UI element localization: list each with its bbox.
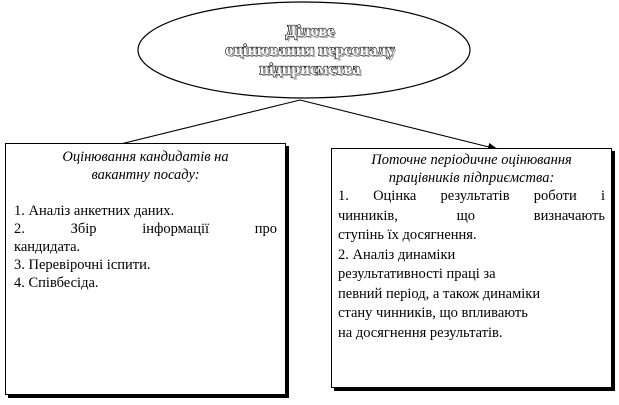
list-item: 4. Співбесіда. xyxy=(14,275,99,291)
list-item: 1. Оцінка результатів роботи і xyxy=(338,188,605,204)
heading-line: вакантну посаду: xyxy=(91,167,200,183)
heading-line: працівників підприємства: xyxy=(388,170,555,186)
heading-line: Поточне періодичне оцінювання xyxy=(371,152,572,168)
heading-line: Оцінювання кандидатів на xyxy=(62,149,229,165)
list-item: ступінь їх досягнення. xyxy=(338,227,477,243)
list-item: 3. Перевірочні іспити. xyxy=(14,257,151,273)
employee-evaluation-box xyxy=(331,148,612,388)
candidate-evaluation-list xyxy=(14,202,277,292)
list-item: певний період, а також динаміки xyxy=(338,285,541,302)
root-title-line: підприємства xyxy=(259,61,361,78)
list-item: кандидата. xyxy=(14,239,81,255)
candidate-evaluation-box xyxy=(5,143,286,395)
root-title-line: Ділове xyxy=(285,23,335,40)
root-title xyxy=(175,22,445,79)
root-title-line: оцінювання персоналу xyxy=(225,42,395,59)
list-item: 1. Аналіз анкетних даних. xyxy=(14,203,175,219)
list-item: чинників, що визначають xyxy=(338,207,605,224)
list-item: результативності праці за xyxy=(338,266,496,282)
list-item: 2. Аналіз динаміки xyxy=(338,246,456,263)
list-item: стану чинників, що впливають xyxy=(338,305,528,321)
arrow-to-right-box xyxy=(300,100,497,149)
arrow-to-left-box xyxy=(100,100,300,149)
employee-evaluation-heading xyxy=(338,151,605,187)
candidate-evaluation-heading xyxy=(14,148,277,184)
list-item: 2. Збір інформації про xyxy=(14,221,277,237)
list-item: на досягнення результатів. xyxy=(338,324,503,341)
employee-evaluation-list xyxy=(338,187,605,343)
